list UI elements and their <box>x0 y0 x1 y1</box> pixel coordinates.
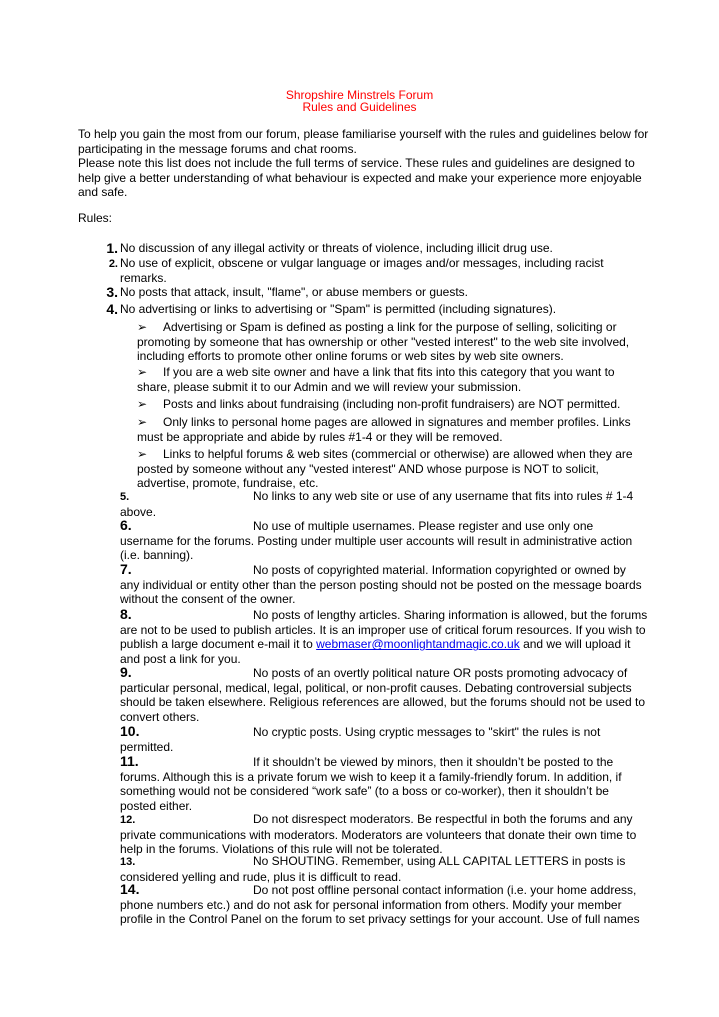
rule-item-12 <box>120 812 648 857</box>
rule-item-5 <box>120 489 648 519</box>
rule-number: 9. <box>120 664 132 680</box>
rule-item-2 <box>108 256 650 285</box>
rules-heading: Rules: <box>78 211 113 225</box>
rule-item-7 <box>120 562 648 607</box>
rule-text: No use of multiple usernames. Please register and use only one username for the forums. Posting under multiple user accounts will result in administrative action (i.e. banning). <box>120 519 633 563</box>
sub-bullet-4 <box>137 415 650 444</box>
rule-number: 6. <box>120 517 132 533</box>
rule-text: If it shouldn’t be viewed by minors, then it shouldn’t be posted to the forums. Although this is a private forum we wish to keep it a family-friendly forum. In addition, if something would not be considered “work safe” (to a boss or co-worker), then it shouldn’t be posted either. <box>120 755 622 814</box>
rule-number: 2. <box>108 258 118 270</box>
rule-item-10 <box>120 724 648 754</box>
rule-number: 5. <box>120 491 130 503</box>
rule-item-13 <box>120 854 648 884</box>
rule-text: and we will upload it and post a link for you. <box>120 637 631 667</box>
rule-text: No posts that attack, insult, "flame", or abuse members or guests. <box>120 285 469 299</box>
rule-text: No posts of copyrighted material. Information copyrighted or owned by any individual or entity other than the person posting should not be posted on the message boards without the consent of the owner. <box>120 563 642 607</box>
document-title: Shropshire Minstrels Forum <box>285 88 434 102</box>
intro-paragraph-1: To help you gain the most from our forum, please familiarise yourself with the rules and guidelines below for participating in the message forums and chat rooms. <box>78 127 649 156</box>
rule-number: 11. <box>120 753 139 769</box>
sub-bullet-3 <box>137 397 650 412</box>
rule-text: No cryptic posts. Using cryptic messages to "skirt" the rules is not permitted. <box>120 725 601 754</box>
bullet-text: Links to helpful forums & web sites (commercial or otherwise) are allowed when they are posted by someone without any "vested interest" AND whose purpose is NOT to solicit, advertise, promote, fundraise, etc. <box>137 447 633 491</box>
arrow-bullet-icon: ➢ <box>137 365 148 379</box>
intro-paragraph-2: Please note this list does not include the full terms of service. These rules and guidelines are designed to help give a better understanding of what behaviour is expected and make your experience more enjoyable and safe. <box>78 156 642 200</box>
arrow-bullet-icon: ➢ <box>137 320 148 334</box>
rule-text: Do not disrespect moderators. Be respectful in both the forums and any private communications with moderators. Moderators are volunteers that donate their own time to help in the forums. Violations of this rule will not be tolerated. <box>120 812 637 857</box>
rule-item-3 <box>106 284 650 300</box>
rule-number: 8. <box>120 606 132 622</box>
rule-text: No advertising or links to advertising or "Spam" is permitted (including signatures). <box>120 302 557 316</box>
arrow-bullet-icon: ➢ <box>137 447 148 461</box>
sub-bullet-2 <box>137 365 650 394</box>
rule-number: 1. <box>106 240 118 256</box>
document-subtitle: Rules and Guidelines <box>302 100 417 114</box>
arrow-bullet-icon: ➢ <box>137 415 148 429</box>
rule-number: 12. <box>120 814 136 826</box>
rule-item-9 <box>120 665 648 725</box>
rule-text: No posts of lengthy articles. Sharing information is allowed, but the forums are not to be used to publish articles. It is an improper use of critical forum resources. If you wish to publish a large document e-mail it to <box>120 608 648 652</box>
arrow-bullet-icon: ➢ <box>137 397 148 411</box>
rule-item-8 <box>120 607 648 667</box>
email-link[interactable]: webmaser@moonlightandmagic.co.uk <box>316 637 520 652</box>
rule-text: Do not post offline personal contact information (i.e. your home address, phone numbers etc.) and do not ask for personal information from others. Modify your member profile in the Control Panel on the forum to set privacy settings for your account. Use of full names <box>120 883 640 927</box>
rule-number: 7. <box>120 561 132 577</box>
rule-item-11 <box>120 754 648 814</box>
sub-bullet-5 <box>137 447 650 491</box>
rule-number: 14. <box>120 881 140 897</box>
bullet-text: Posts and links about fundraising (including non-profit fundraisers) are NOT permitted. <box>163 397 621 411</box>
rule-text: No links to any web site or use of any username that fits into rules # 1-4 above. <box>120 489 634 519</box>
rule-text: No discussion of any illegal activity or threats of violence, including illicit drug use. <box>120 241 553 255</box>
rule-number: 3. <box>106 284 118 300</box>
rule-text: No SHOUTING. Remember, using ALL CAPITAL LETTERS in posts is considered yelling and rude, plus it is difficult to read. <box>120 854 626 884</box>
sub-bullet-1 <box>137 320 650 364</box>
rule-item-14 <box>120 882 648 927</box>
rule-text: No use of explicit, obscene or vulgar language or images and/or messages, including racist remarks. <box>120 256 604 285</box>
bullet-text: Only links to personal home pages are allowed in signatures and member profiles. Links must be appropriate and abide by rules #1-4 or they will be removed. <box>137 415 631 444</box>
rule-item-4 <box>106 301 650 317</box>
rule-item-6 <box>120 518 648 563</box>
rule-number: 10. <box>120 723 140 739</box>
rule-number: 4. <box>106 301 118 317</box>
rule-text: No posts of an overtly political nature OR posts promoting advocacy of particular personal, medical, legal, political, or non-profit causes. Debating controversial subjects should be taken elsewhere. Religious references are allowed, but the forums should not be used to convert others. <box>120 666 645 725</box>
rule-item-1 <box>106 240 650 256</box>
bullet-text: If you are a web site owner and have a link that fits into this category that you want to share, please submit it to our Admin and we will review your submission. <box>137 365 615 394</box>
rule-number: 13. <box>120 856 136 868</box>
bullet-text: Advertising or Spam is defined as posting a link for the purpose of selling, soliciting or promoting by someone that has ownership or other "vested interest" to the web site involved, including efforts to promote other online forums or web sites by web site owners. <box>137 320 630 364</box>
